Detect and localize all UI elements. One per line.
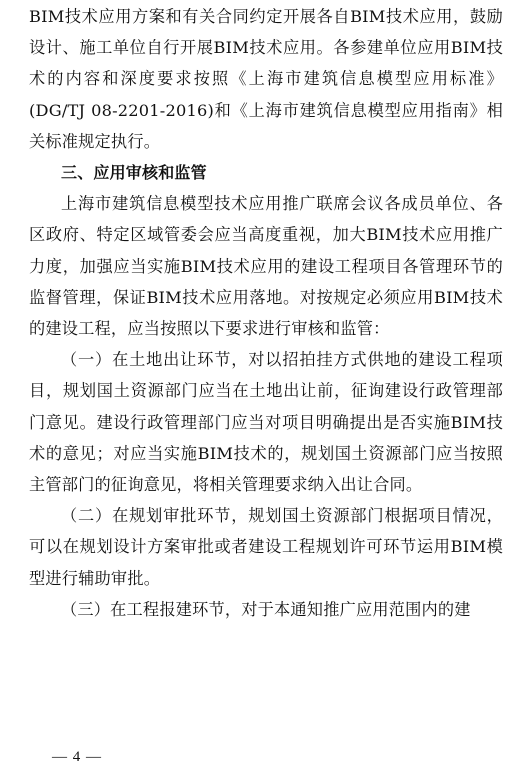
document-body bbox=[29, 1, 503, 625]
paragraph-continuation: BIM技术应用方案和有关合同约定开展各自BIM技术应用，鼓励设计、施工单位自行开展BIM技术应用。各参建单位应用BIM技术的内容和深度要求按照《上海市建筑信息模型应用标准》(DG/TJ 08-2201-2016)和《上海市建筑信息模型应用指南》相关标准规定执行。 bbox=[29, 7, 503, 151]
paragraph-item-3: （三）在工程报建环节，对于本通知推广应用范围内的建 bbox=[61, 599, 471, 619]
paragraph-item-1: （一）在土地出让环节，对以招拍挂方式供地的建设工程项目，规划国土资源部门应当在土地出让前，征询建设行政管理部门意见。建设行政管理部门应当对项目明确提出是否实施BIM技术的意见；对应当实施BIM技术的，规划国土资源部门应当按照主管部门的征询意见，将相关管理要求纳入出让合同。 bbox=[29, 350, 503, 495]
section-heading: 三、应用审核和监管 bbox=[61, 163, 207, 183]
page-number: — 4 — bbox=[52, 749, 102, 765]
paragraph-item-2: （二）在规划审批环节，规划国土资源部门根据项目情况，可以在规划设计方案审批或者建设工程规划许可环节运用BIM模型进行辅助审批。 bbox=[29, 506, 503, 588]
paragraph-section-intro: 上海市建筑信息模型技术应用推广联席会议各成员单位、各区政府、特定区域管委会应当高度重视，加大BIM技术应用推广力度，加强应当实施BIM技术应用的建设工程项目各管理环节的监督管理，保证BIM技术应用落地。对按规定必须应用BIM技术的建设工程，应当按照以下要求进行审核和监管： bbox=[29, 194, 503, 339]
